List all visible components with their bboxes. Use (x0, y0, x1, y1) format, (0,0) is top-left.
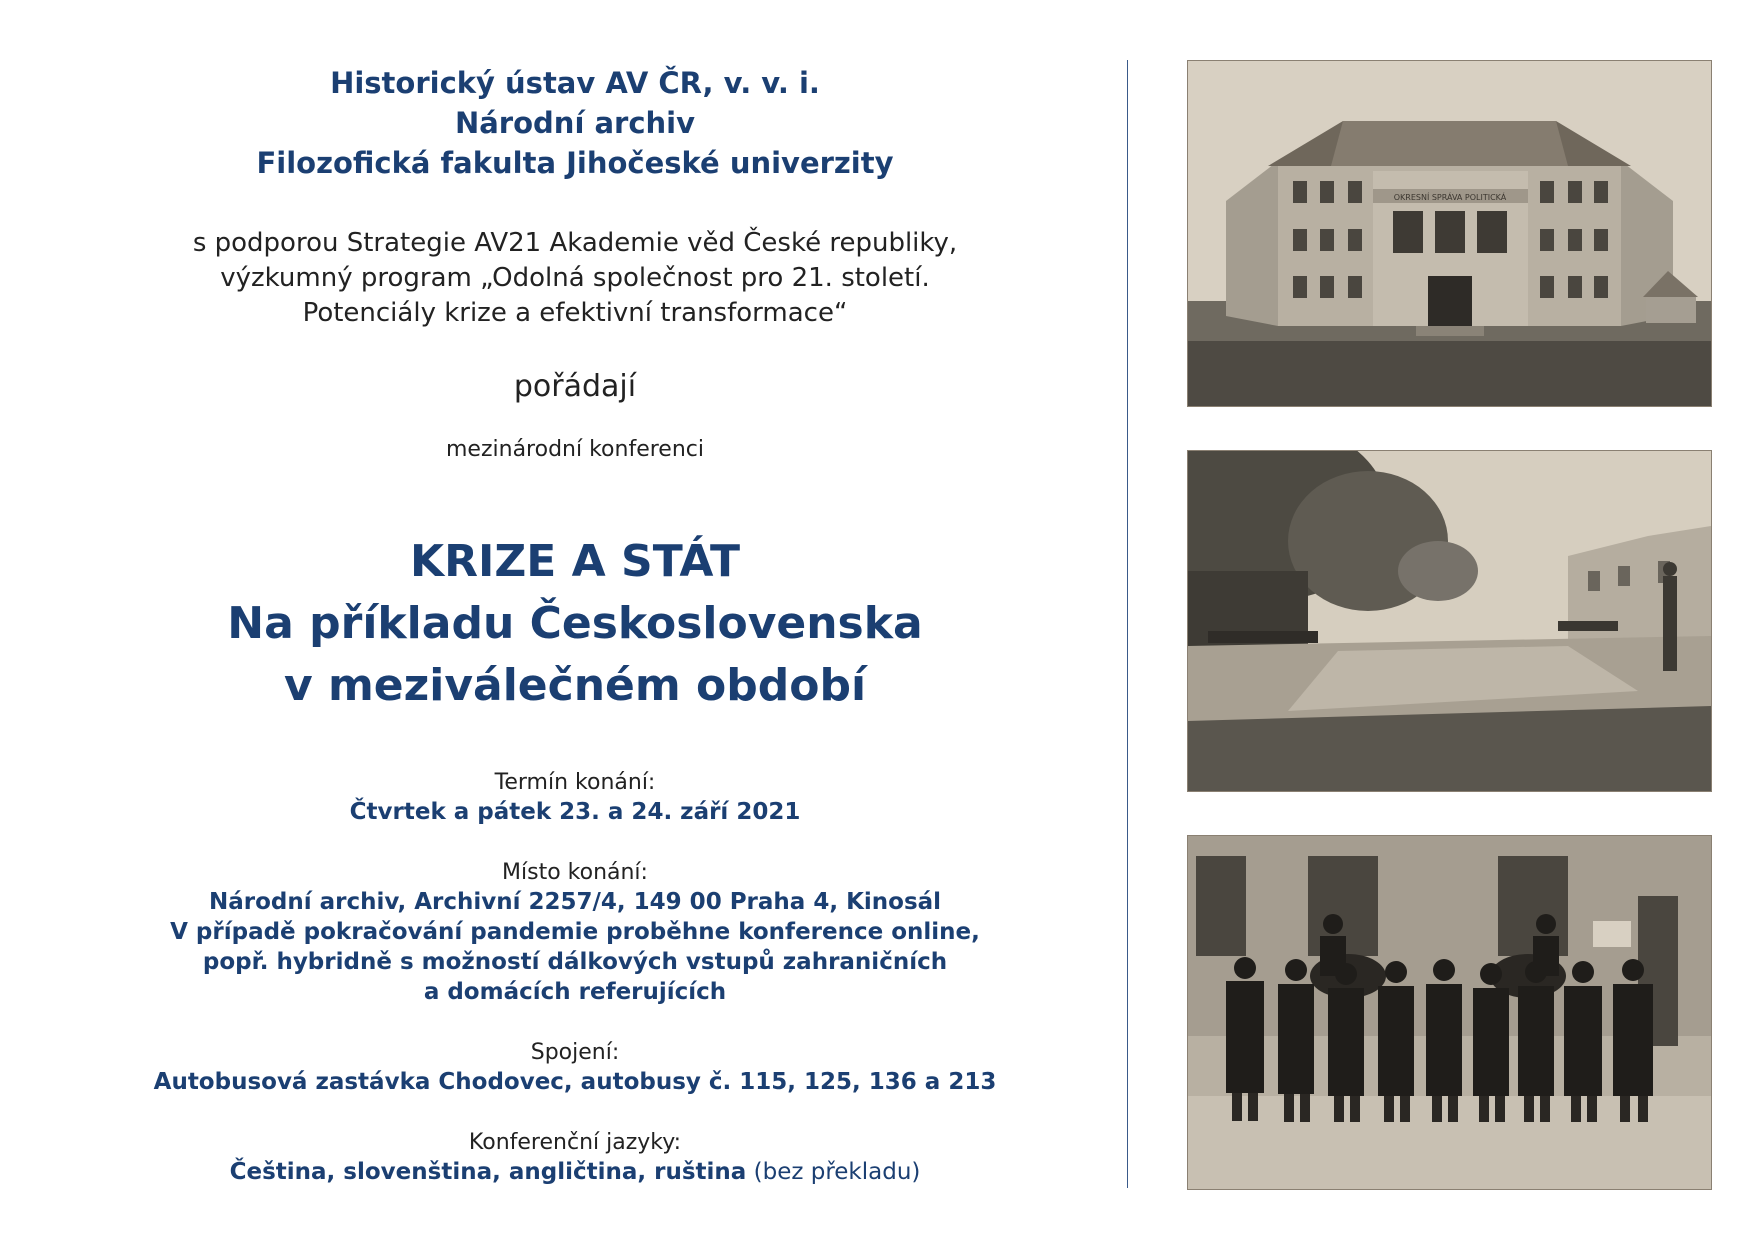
building-sign: OKRESNÍ SPRÁVA POLITICKÁ (1393, 193, 1507, 202)
flooded-street-photo-icon (1188, 451, 1711, 791)
flooded-street-photo (1187, 450, 1712, 792)
organizer-2: Národní archiv (454, 106, 696, 140)
venue-line-2: V případě pokračování pandemie proběhne konference online, (170, 919, 980, 945)
support-line-2: výzkumný program „Odolná společnost pro 21. století. (220, 263, 930, 293)
event-type: mezinárodní konferenci (446, 437, 704, 462)
police-group-photo (1187, 835, 1712, 1190)
column-divider (1127, 60, 1128, 1188)
organizer-1: Historický ústav AV ČR, v. v. i. (330, 66, 820, 100)
languages-label: Konferenční jazyky: (468, 1130, 682, 1155)
support-line-3: Potenciály krize a efektivní transformace“ (302, 298, 848, 328)
venue-label: Místo konání: (502, 860, 648, 885)
venue-line-1: Národní archiv, Archivní 2257/4, 149 00 Praha 4, Kinosál (208, 889, 942, 915)
support-line-1: s podporou Strategie AV21 Akademie věd České republiky, (192, 228, 958, 258)
venue-line-3: popř. hybridně s možností dálkových vstupů zahraničních (202, 949, 948, 975)
languages-note: (bez překladu) (746, 1159, 921, 1185)
languages-value (100, 1159, 1050, 1185)
languages-list: Čeština, slovenština, angličtina, ruština (229, 1159, 747, 1185)
conference-title-2: Na příkladu Československa (227, 598, 923, 649)
venue-line-4: a domácích referujících (423, 979, 727, 1005)
organizer-3: Filozofická fakulta Jihočeské univerzity (256, 146, 894, 180)
date-label: Termín konání: (494, 770, 656, 795)
transport-label: Spojení: (530, 1040, 620, 1065)
building-photo (1187, 60, 1712, 407)
organize-verb: pořádají (513, 369, 637, 404)
transport-value: Autobusová zastávka Chodovec, autobusy č. 115, 125, 136 a 213 (153, 1069, 997, 1095)
date-value: Čtvrtek a pátek 23. a 24. září 2021 (349, 799, 801, 825)
conference-title-1: KRIZE A STÁT (410, 536, 740, 587)
conference-title-3: v meziválečném období (283, 660, 867, 711)
police-group-photo-icon (1188, 836, 1711, 1189)
building-photo-icon (1188, 61, 1711, 406)
